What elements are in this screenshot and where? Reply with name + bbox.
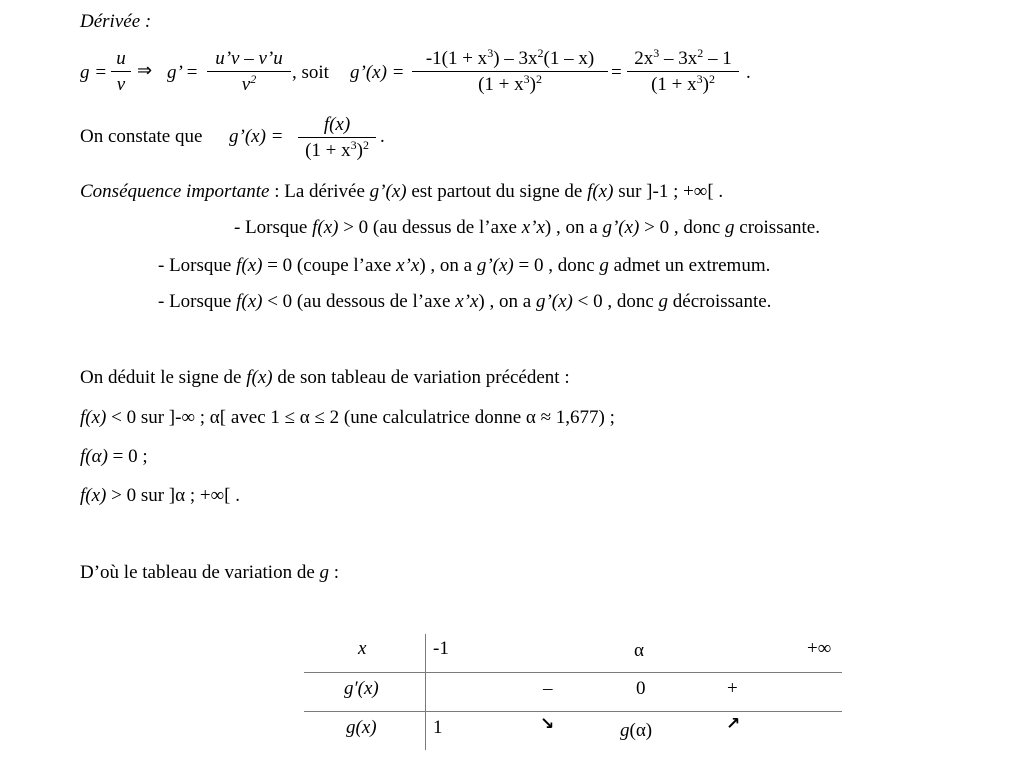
consequence-line: [80, 182, 723, 201]
math-f-alpha: f(α): [80, 446, 108, 467]
exponent: 2: [708, 72, 715, 86]
sign-negative-line: [80, 408, 615, 427]
period: .: [746, 62, 751, 83]
numerator-part: -1(1 + x: [425, 48, 488, 69]
case-text: admet un extremum.: [608, 255, 771, 276]
quotient-numerator: u’v – v’u: [207, 49, 291, 72]
dou-text: :: [329, 562, 340, 583]
case-positive: [234, 218, 820, 237]
case-text: - Lorsque: [158, 255, 237, 276]
case-text: croissante.: [734, 217, 820, 238]
math-g: g: [599, 255, 609, 276]
math-g: g: [725, 217, 735, 238]
row-x-value-alpha: α: [634, 640, 644, 661]
math-f-x: f(x): [80, 407, 107, 428]
denominator-part: ): [529, 74, 536, 95]
exponent: 2: [362, 138, 369, 152]
table-divider: [304, 672, 842, 673]
case-text: = 0 , donc: [513, 255, 600, 276]
g-prime-x-equals: g’(x) =: [229, 126, 284, 147]
exponent: 2: [537, 46, 544, 60]
denominator-part: (1 + x: [478, 74, 524, 95]
numerator-part: (1 – x): [543, 48, 595, 69]
simplified-derivative-fraction: [627, 46, 739, 95]
consequence-text: : La dérivée: [269, 181, 370, 202]
g-prime-x-equals: g’(x) =: [350, 62, 405, 83]
soit-text: , soit: [292, 62, 329, 83]
numerator-part: – 1: [703, 48, 732, 69]
sign-text: = 0 ;: [107, 446, 148, 467]
math-g: g: [658, 291, 669, 312]
case-text: < 0 (au dessous de l’axe: [262, 291, 456, 312]
decreasing-arrow-icon: ↘: [540, 714, 555, 734]
consequence-text: sur ]-1 ; +∞[ .: [613, 181, 724, 202]
math-f-x: f(x): [80, 485, 107, 506]
quotient-rule-fraction: [207, 49, 291, 94]
constate-text: On constate que: [80, 126, 203, 147]
equals-sign: =: [611, 62, 622, 83]
period: .: [380, 126, 385, 147]
consequence-text: est partout du signe de: [406, 181, 588, 202]
row-function-min-value: g(α): [620, 720, 653, 741]
g-prime-equals: g’ =: [167, 62, 199, 83]
exponent: 2: [250, 72, 257, 86]
exponent: 2: [697, 46, 704, 60]
sign-text: > 0 sur ]α ; +∞[ .: [106, 485, 240, 506]
row-function-label: g(x): [346, 717, 377, 738]
numerator-u: u: [111, 49, 131, 72]
row-x-value-end: +∞: [807, 638, 832, 659]
math-g-prime-x: g’(x): [535, 291, 573, 312]
constate-fraction: [298, 115, 376, 160]
implies-symbol: ⇒: [137, 60, 153, 81]
row-derivative-label: g′(x): [344, 678, 379, 699]
math-axis: x’x: [396, 255, 420, 276]
math-f-x: f(x): [236, 255, 263, 276]
exponent: 3: [487, 46, 494, 60]
dou-text: D’où le tableau de variation de: [80, 562, 320, 583]
case-text: ) , on a: [478, 291, 536, 312]
denominator-part: ): [702, 74, 709, 95]
dou-line: [80, 563, 339, 582]
denominator-part: (1 + x: [305, 140, 351, 161]
deduit-text: On déduit le signe de: [80, 367, 247, 388]
case-zero: [158, 256, 770, 275]
exponent: 3: [523, 72, 530, 86]
fraction-numerator: f(x): [298, 115, 376, 138]
numerator-part: – 3x: [659, 48, 698, 69]
deduit-line: [80, 368, 570, 387]
case-text: - Lorsque: [158, 291, 237, 312]
denominator-part: ): [356, 140, 363, 161]
sign-minus: –: [543, 678, 553, 699]
case-text: < 0 , donc: [572, 291, 659, 312]
exponent: 3: [653, 46, 660, 60]
increasing-arrow-icon: ↗: [726, 714, 741, 734]
case-text: ) , on a: [544, 217, 603, 238]
sign-zero: 0: [636, 678, 646, 699]
math-f-x: f(x): [246, 367, 273, 388]
math-g-prime-x: g’(x): [369, 181, 407, 202]
case-text: - Lorsque: [234, 217, 313, 238]
math-g-prime-x: g’(x): [602, 217, 640, 238]
numerator-part: ) – 3x: [493, 48, 538, 69]
sign-text: < 0 sur ]-∞ ; α[ avec 1 ≤ α ≤ 2 (une calculatrice donne α ≈ 1,677) ;: [106, 407, 615, 428]
math-g: g: [319, 562, 330, 583]
numerator-part: 2x: [634, 48, 654, 69]
quotient-denominator: v: [241, 74, 251, 95]
deduit-text: de son tableau de variation précédent :: [272, 367, 570, 388]
math-g-prime-x: g’(x): [476, 255, 514, 276]
case-text: > 0 , donc: [639, 217, 726, 238]
denominator-v: v: [116, 74, 126, 95]
math-axis: x’x: [455, 291, 479, 312]
fraction-u-over-v: [111, 49, 131, 94]
row-x-value-start: -1: [433, 638, 449, 659]
consequence-label: Conséquence importante: [80, 181, 270, 202]
exponent: 3: [696, 72, 703, 86]
math-axis: x’x: [521, 217, 545, 238]
math-f-x: f(x): [312, 217, 339, 238]
table-divider: [304, 711, 842, 712]
sign-plus: +: [727, 678, 738, 699]
case-text: = 0 (coupe l’axe: [262, 255, 397, 276]
math-f-x: f(x): [236, 291, 263, 312]
math-f-x: f(x): [587, 181, 614, 202]
row-function-value-start: 1: [433, 717, 443, 738]
heading: Dérivée :: [80, 11, 152, 32]
first-derivative-fraction: [412, 46, 608, 95]
row-x-label: x: [358, 638, 367, 659]
exponent: 3: [350, 138, 357, 152]
case-text: décroissante.: [668, 291, 772, 312]
sign-zero-line: [80, 447, 148, 466]
exponent: 2: [535, 72, 542, 86]
g-equals: g =: [80, 62, 108, 83]
case-text: ) , on a: [419, 255, 477, 276]
table-vertical-divider: [425, 634, 426, 750]
denominator-part: (1 + x: [651, 74, 697, 95]
case-text: > 0 (au dessus de l’axe: [338, 217, 522, 238]
sign-positive-line: [80, 486, 240, 505]
case-negative: [158, 292, 771, 311]
